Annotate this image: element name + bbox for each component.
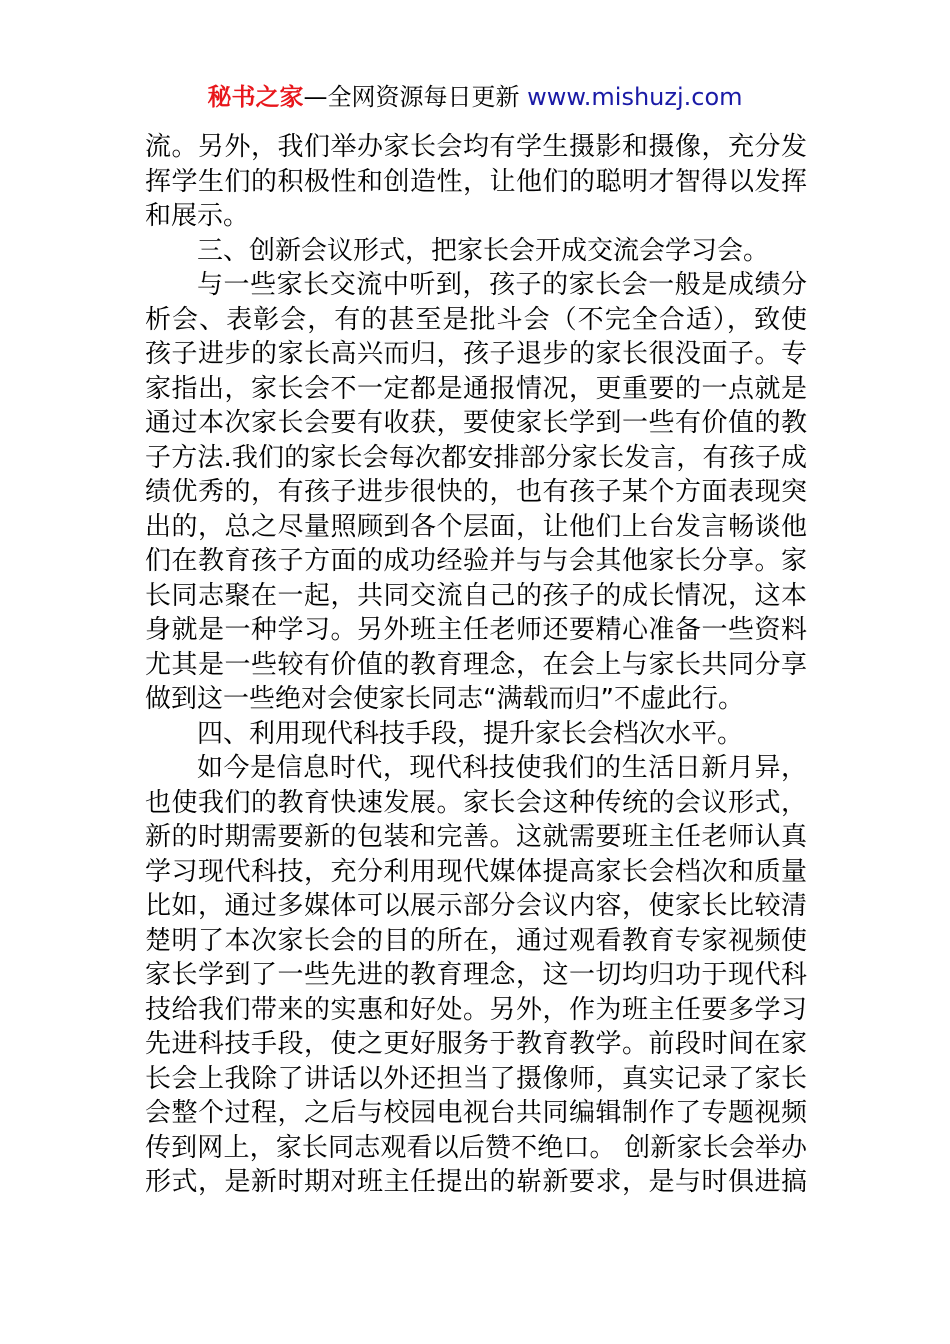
- text-line: 家指出，家长会不一定都是通报情况，更重要的一点就是: [145, 373, 807, 404]
- text-line: 析会、表彰会，有的甚至是批斗会（不完全合适），致使: [145, 304, 807, 335]
- text-line: 比如，通过多媒体可以展示部分会议内容，使家长比较清: [145, 891, 807, 921]
- text-line: 新的时期需要新的包装和完善。这就需要班主任老师认真: [145, 822, 807, 852]
- text-line: 与一些家长交流中听到，孩子的家长会一般是成绩分: [197, 270, 807, 300]
- text-line: 尤其是一些较有价值的教育理念，在会上与家长共同分享: [145, 649, 807, 680]
- site-tagline: —全网资源每日更新: [303, 83, 528, 111]
- text-line: 传到网上，家长同志观看以后赞不绝口。 创新家长会举办: [145, 1132, 807, 1163]
- text-line: 流。另外，我们举办家长会均有学生摄影和摄像，充分发: [145, 132, 807, 162]
- page-header: [0, 80, 950, 114]
- text-line: 技给我们带来的实惠和好处。另外，作为班主任要多学习: [145, 994, 807, 1025]
- text-line: 如今是信息时代，现代科技使我们的生活日新月异，: [197, 753, 807, 783]
- text-line: 子方法.我们的家长会每次都安排部分家长发言，有孩子成: [145, 442, 807, 473]
- text-line: 会整个过程，之后与校园电视台共同编辑制作了专题视频: [145, 1098, 807, 1128]
- text-line: 形式，是新时期对班主任提出的崭新要求，是与时俱进搞: [145, 1167, 807, 1197]
- text-line: 绩优秀的，有孩子进步很快的，也有孩子某个方面表现突: [145, 477, 807, 507]
- text-line: 做到这一些绝对会使家长同志“满载而归”不虚此行。: [145, 684, 744, 714]
- text-line: 先进科技手段，使之更好服务于教育教学。前段时间在家: [145, 1029, 807, 1059]
- text-line: 们在教育孩子方面的成功经验并与与会其他家长分享。家: [145, 546, 807, 576]
- text-line: 三、创新会议形式，把家长会开成交流会学习会。: [197, 235, 770, 266]
- site-brand: 秘书之家: [207, 83, 304, 111]
- text-line: 出的，总之尽量照顾到各个层面，让他们上台发言畅谈他: [145, 511, 807, 542]
- text-line: 挥学生们的积极性和创造性，让他们的聪明才智得以发挥: [145, 166, 807, 197]
- text-line: 长会上我除了讲话以外还担当了摄像师，真实记录了家长: [145, 1063, 807, 1094]
- site-url-link[interactable]: www.mishuzj.com: [527, 83, 743, 111]
- text-line: 楚明了本次家长会的目的所在，通过观看教育专家视频使: [145, 925, 807, 956]
- text-line: 家长学到了一些先进的教育理念，这一切均归功于现代科: [145, 960, 807, 990]
- text-line: 四、利用现代科技手段，提升家长会档次水平。: [197, 718, 744, 749]
- text-line: 孩子进步的家长高兴而归，孩子退步的家长很没面子。专: [145, 339, 807, 369]
- document-body: [145, 130, 807, 1200]
- text-line: 学习现代科技，充分利用现代媒体提高家长会档次和质量: [145, 856, 807, 887]
- text-line: 身就是一种学习。另外班主任老师还要精心准备一些资料: [145, 615, 807, 645]
- text-line: 和展示。: [145, 201, 250, 231]
- text-line: 也使我们的教育快速发展。家长会这种传统的会议形式，: [145, 787, 807, 818]
- text-line: 长同志聚在一起，共同交流自己的孩子的成长情况，这本: [145, 580, 807, 611]
- text-line: 通过本次家长会要有收获，要使家长学到一些有价值的教: [145, 408, 807, 438]
